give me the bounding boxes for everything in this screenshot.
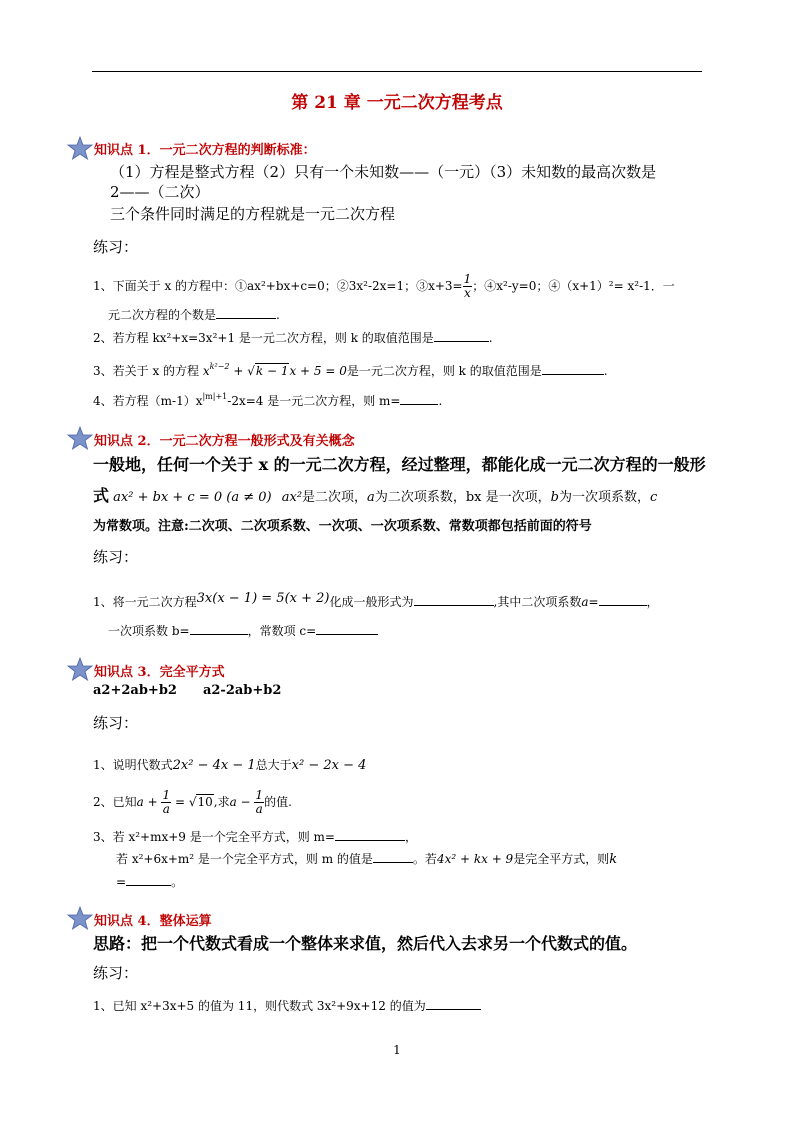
s1-question-4: [93, 392, 442, 409]
s1-q3-expr-exp: k²−2: [209, 362, 230, 371]
s3-q3-text-e: =: [116, 875, 127, 889]
section3-practice-label: 练习：: [93, 714, 139, 732]
s2-q1-text-b: 化成一般形式为: [329, 595, 414, 609]
s3-q3-text-b: 若 x²+6x+m² 是一个完全平方式，则 m 的值是: [116, 852, 373, 866]
s3-question-2: 2、已知a + $\frac{1}{a}$ = √10,求a − $\frac{1}{a}$ 的值.: [93, 788, 292, 816]
section2-practice-label: 练习：: [93, 548, 139, 566]
s2-q1-text-g: 一次项系数 b=: [108, 624, 190, 638]
s3-formula-2: a2-2ab+b2: [202, 683, 282, 698]
s2-q1-text-a: 1、将一元二次方程: [93, 595, 197, 609]
s3-q3-end: ，: [404, 830, 417, 844]
section1-practice-label: 练习：: [93, 238, 139, 256]
s1-question-1: [93, 273, 675, 300]
s1-q2-end: .: [488, 331, 493, 345]
s1-q3-expression: $x^{k^2-2} + √k - 1x + 5 = 0$: [202, 362, 347, 378]
s1-q4-exponent: |m|+1: [202, 392, 228, 401]
s2-line2-a-var: a: [367, 490, 375, 505]
s4-q1-text: 1、已知 x²+3x+5 的值为 11，则代数式 3x²+9x+12 的值为: [93, 999, 426, 1013]
section1-line1: （1）方程是整式方程（2）只有一个未知数——（一元）（3）未知数的最高次数是: [110, 163, 657, 181]
section3-formulas: [93, 683, 281, 698]
s2-line2-a: 式: [93, 486, 110, 505]
s3-q1-expr2: x² − 2x − 4: [291, 758, 367, 773]
s1-q1-fraction: [463, 273, 473, 300]
section2-heading: 知识点 2．一元二次方程一般形式及有关概念: [94, 434, 355, 449]
s2-q1-expr: 3x(x − 1) = 5(x + 2): [196, 591, 330, 606]
s3-q3-m-value-blank[interactable]: [373, 850, 413, 863]
s3-q3-k-var: k: [609, 852, 618, 867]
s1-q1-text-b: ；④x²-y=0；④（x+1）²= x²-1．一: [472, 279, 675, 293]
s3-q2-expr2a: a −: [229, 795, 255, 809]
s1-q4-text-a: 4、若方程（m-1）x: [93, 394, 203, 408]
s3-q1-text-b: 总大于: [255, 758, 292, 772]
s3-question-3-line2: [116, 850, 617, 867]
s3-q3-end2: 。: [171, 875, 184, 889]
s1-q3-expr-plus: +: [229, 364, 248, 378]
s1-q1-frac-num: 1: [463, 272, 472, 286]
s1-q3-text-a: 3、若关于 x 的方程: [93, 364, 200, 378]
section4-practice-label: 练习：: [93, 964, 139, 982]
s3-q2-fraction-1: [161, 789, 171, 816]
section1-line2: 2——（二次）: [110, 183, 210, 201]
s2-q1-text-h: ，常数项 c=: [247, 624, 317, 638]
s2-line2-b-var: b: [550, 490, 559, 505]
s3-q2-frac2-num: 1: [255, 788, 264, 802]
s2-q1-text-f: ，: [646, 595, 659, 609]
star-icon: [67, 426, 93, 450]
s3-q1-text-a: 1、说明代数式: [93, 758, 173, 772]
s2-line2-g: 为一次项系数，: [558, 490, 650, 505]
s1-q1-end: .: [276, 308, 280, 322]
s3-q1-expr1: 2x² − 4x − 1: [172, 758, 256, 773]
s3-q2-fraction-2: [254, 789, 264, 816]
s4-q1-answer-blank[interactable]: [426, 997, 481, 1010]
s1-question-1-cont: [108, 306, 280, 323]
section2-line1: 一般地，任何一个关于 x 的一元二次方程，经过整理，都能化成一元二次方程的一般形: [93, 455, 706, 474]
s1-question-3: [93, 362, 608, 379]
s3-question-3: [93, 828, 417, 845]
s1-q3-answer-blank[interactable]: [542, 362, 604, 375]
s3-q3-text-a: 3、若 x²+mx+9 是一个完全平方式，则 m=: [93, 830, 335, 844]
s2-question-1-cont: [108, 622, 378, 639]
s2-q1-text-e: =: [588, 595, 599, 609]
page-title: 第 21 章 一元二次方程考点: [291, 93, 503, 113]
s1-q1-answer-blank[interactable]: [216, 306, 276, 319]
s2-line2-e: 为二次项系数，bx 是一次项，: [374, 490, 551, 505]
s3-q2-frac2-den: a: [255, 802, 263, 816]
s1-q3-expr-sqrt: k − 1: [255, 364, 289, 378]
s2-q1-general-form-blank[interactable]: [414, 593, 494, 606]
s1-q1-text-a: 1、下面关于 x 的方程中：①ax²+bx+c=0；②3x²-2x=1；③x+3=: [93, 279, 463, 293]
s2-q1-b-blank[interactable]: [190, 622, 248, 635]
s2-question-1: [93, 591, 659, 610]
s3-q2-text-a: 2、已知: [93, 795, 137, 809]
s1-q3-expr-rest: x + 5 = 0: [289, 364, 347, 378]
s1-question-2: [93, 329, 493, 346]
s3-question-3-line3: [116, 873, 183, 890]
star-icon: [67, 136, 93, 160]
s1-q3-expr-x: x: [202, 364, 210, 378]
s2-q1-a-blank[interactable]: [599, 593, 647, 606]
s3-q2-frac-num: 1: [162, 788, 171, 802]
s2-q1-c-blank[interactable]: [316, 622, 378, 635]
star-icon: [67, 657, 93, 681]
s3-q2-text-b: ,求: [213, 795, 230, 809]
s1-q4-end: .: [438, 394, 443, 408]
s3-q3-text-d: 是完全平方式，则: [513, 852, 610, 866]
s3-q3-k-blank[interactable]: [126, 873, 171, 886]
s2-quadratic-term: ax²: [281, 490, 303, 505]
s1-q2-answer-blank[interactable]: [434, 329, 489, 342]
s3-q3-expr: 4x² + kx + 9: [436, 852, 514, 866]
s2-general-form-expr: ax² + bx + c = 0 (a ≠ 0): [113, 490, 272, 505]
s2-line2-c: 是二次项，: [302, 490, 368, 505]
section3-heading: 知识点 3．完全平方式: [94, 665, 225, 680]
header-rule: [92, 71, 702, 72]
s3-q2-sqrt: 10: [197, 795, 213, 809]
s1-q4-answer-blank[interactable]: [400, 392, 438, 405]
section2-line3: 为常数项。注意:二次项、二次项系数、一次项、一次项系数、常数项都包括前面的符号: [93, 519, 592, 534]
s3-q2-expr1a: a +: [136, 795, 162, 809]
s2-q1-a-var: a: [581, 595, 589, 609]
page-number: 1: [393, 1043, 401, 1057]
section4-heading: 知识点 4．整体运算: [94, 914, 212, 929]
section1-line3: 三个条件同时满足的方程就是一元二次方程: [110, 205, 396, 223]
section4-line1: 思路：把一个代数式看成一个整体来求值，然后代入去求另一个代数式的值。: [93, 934, 638, 953]
s1-q1-text-c: 元二次方程的个数是: [108, 308, 217, 322]
s3-q2-text-c: 的值.: [264, 795, 292, 809]
s3-formula-1: a2+2ab+b2: [93, 683, 177, 698]
s3-q3-m-blank[interactable]: [335, 828, 405, 841]
s1-q1-frac-den: x: [464, 286, 471, 300]
s1-q2-text: 2、若方程 kx²+x=3x²+1 是一元二次方程，则 k 的取值范围是: [93, 331, 434, 345]
star-icon: [67, 906, 93, 930]
s2-q1-text-c: ,其中二次项系数: [493, 595, 582, 609]
s3-question-1: [93, 756, 366, 773]
s4-question-1: [93, 997, 481, 1014]
s1-q4-text-b: -2x=4 是一元二次方程，则 m=: [227, 394, 401, 408]
s3-q3-text-c: 。若: [412, 852, 437, 866]
s3-q2-frac-den: a: [162, 802, 170, 816]
section1-heading: 知识点 1．一元二次方程的判断标准：: [94, 143, 316, 158]
section2-line2: [93, 483, 657, 506]
s1-q3-text-b: 是一元二次方程，则 k 的取值范围是: [346, 364, 542, 378]
s3-q2-expr1b: =: [171, 795, 189, 809]
s2-line2-c-var: c: [649, 490, 658, 505]
s1-q3-end: .: [603, 364, 608, 378]
